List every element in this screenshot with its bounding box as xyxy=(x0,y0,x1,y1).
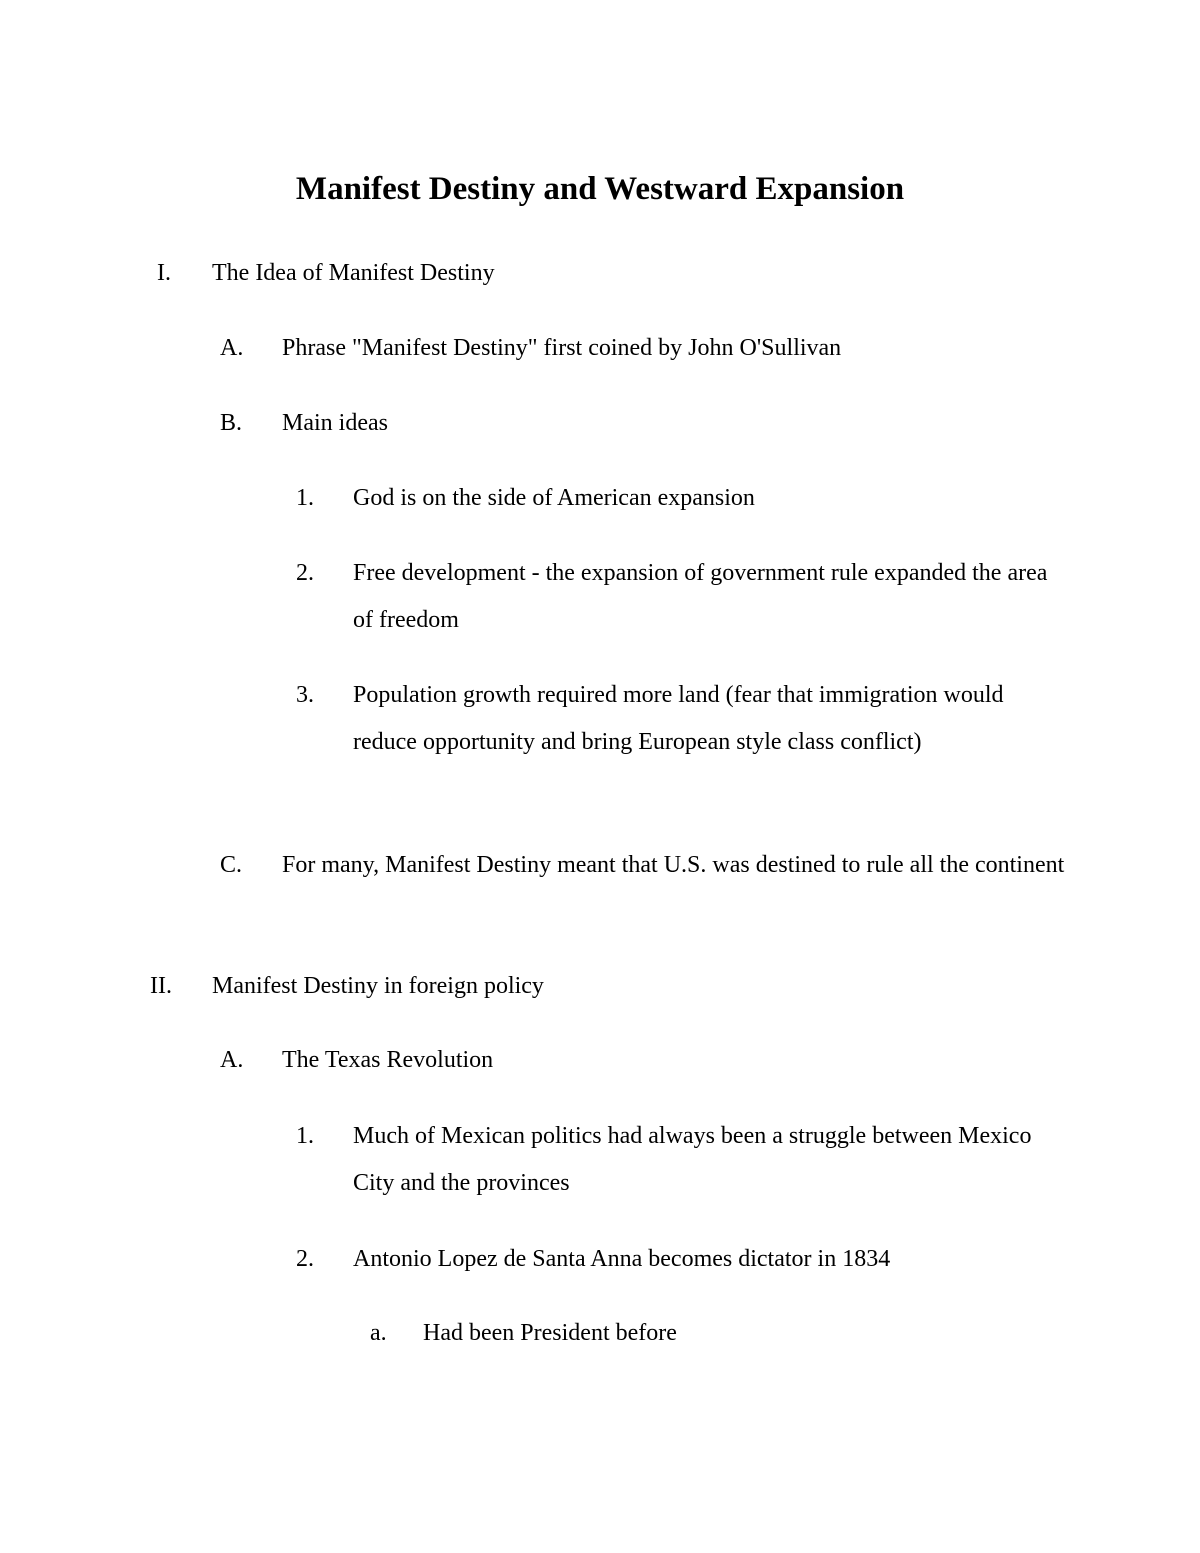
outline-marker: B. xyxy=(220,410,243,436)
outline-text: For many, Manifest Destiny meant that U.S. was destined to rule all the continent xyxy=(282,852,1065,878)
outline-text: Main ideas xyxy=(282,410,388,436)
outline-marker: 1. xyxy=(296,1123,314,1149)
document-title: Manifest Destiny and Westward Expansion xyxy=(295,171,905,207)
outline-text: The Idea of Manifest Destiny xyxy=(212,260,495,286)
outline-text: God is on the side of American expansion xyxy=(353,485,755,511)
outline-text: Much of Mexican politics had always been a struggle between Mexico City and the provinces xyxy=(353,1123,1032,1196)
outline-marker: 2. xyxy=(296,560,314,586)
outline-text: Population growth required more land (fear that immigration would reduce opportunity and bring European style class conflict) xyxy=(353,682,1004,755)
outline-marker: II. xyxy=(150,973,172,999)
outline-marker: C. xyxy=(220,852,243,878)
outline-text: The Texas Revolution xyxy=(282,1047,494,1073)
outline-text: Manifest Destiny in foreign policy xyxy=(212,973,544,999)
outline-marker: 2. xyxy=(296,1246,314,1272)
outline-marker: A. xyxy=(220,335,244,361)
outline-text: Free development - the expansion of government rule expanded the area of freedom xyxy=(353,560,1048,633)
outline-text: Phrase "Manifest Destiny" first coined by John O'Sullivan xyxy=(282,335,842,361)
outline-marker: 3. xyxy=(296,682,314,708)
outline-marker: a. xyxy=(370,1320,387,1346)
outline-marker: 1. xyxy=(296,485,314,511)
outline-marker: I. xyxy=(157,260,171,286)
outline-marker: A. xyxy=(220,1047,244,1073)
outline-text: Antonio Lopez de Santa Anna becomes dictator in 1834 xyxy=(353,1246,891,1272)
outline-text: Had been President before xyxy=(423,1320,677,1346)
